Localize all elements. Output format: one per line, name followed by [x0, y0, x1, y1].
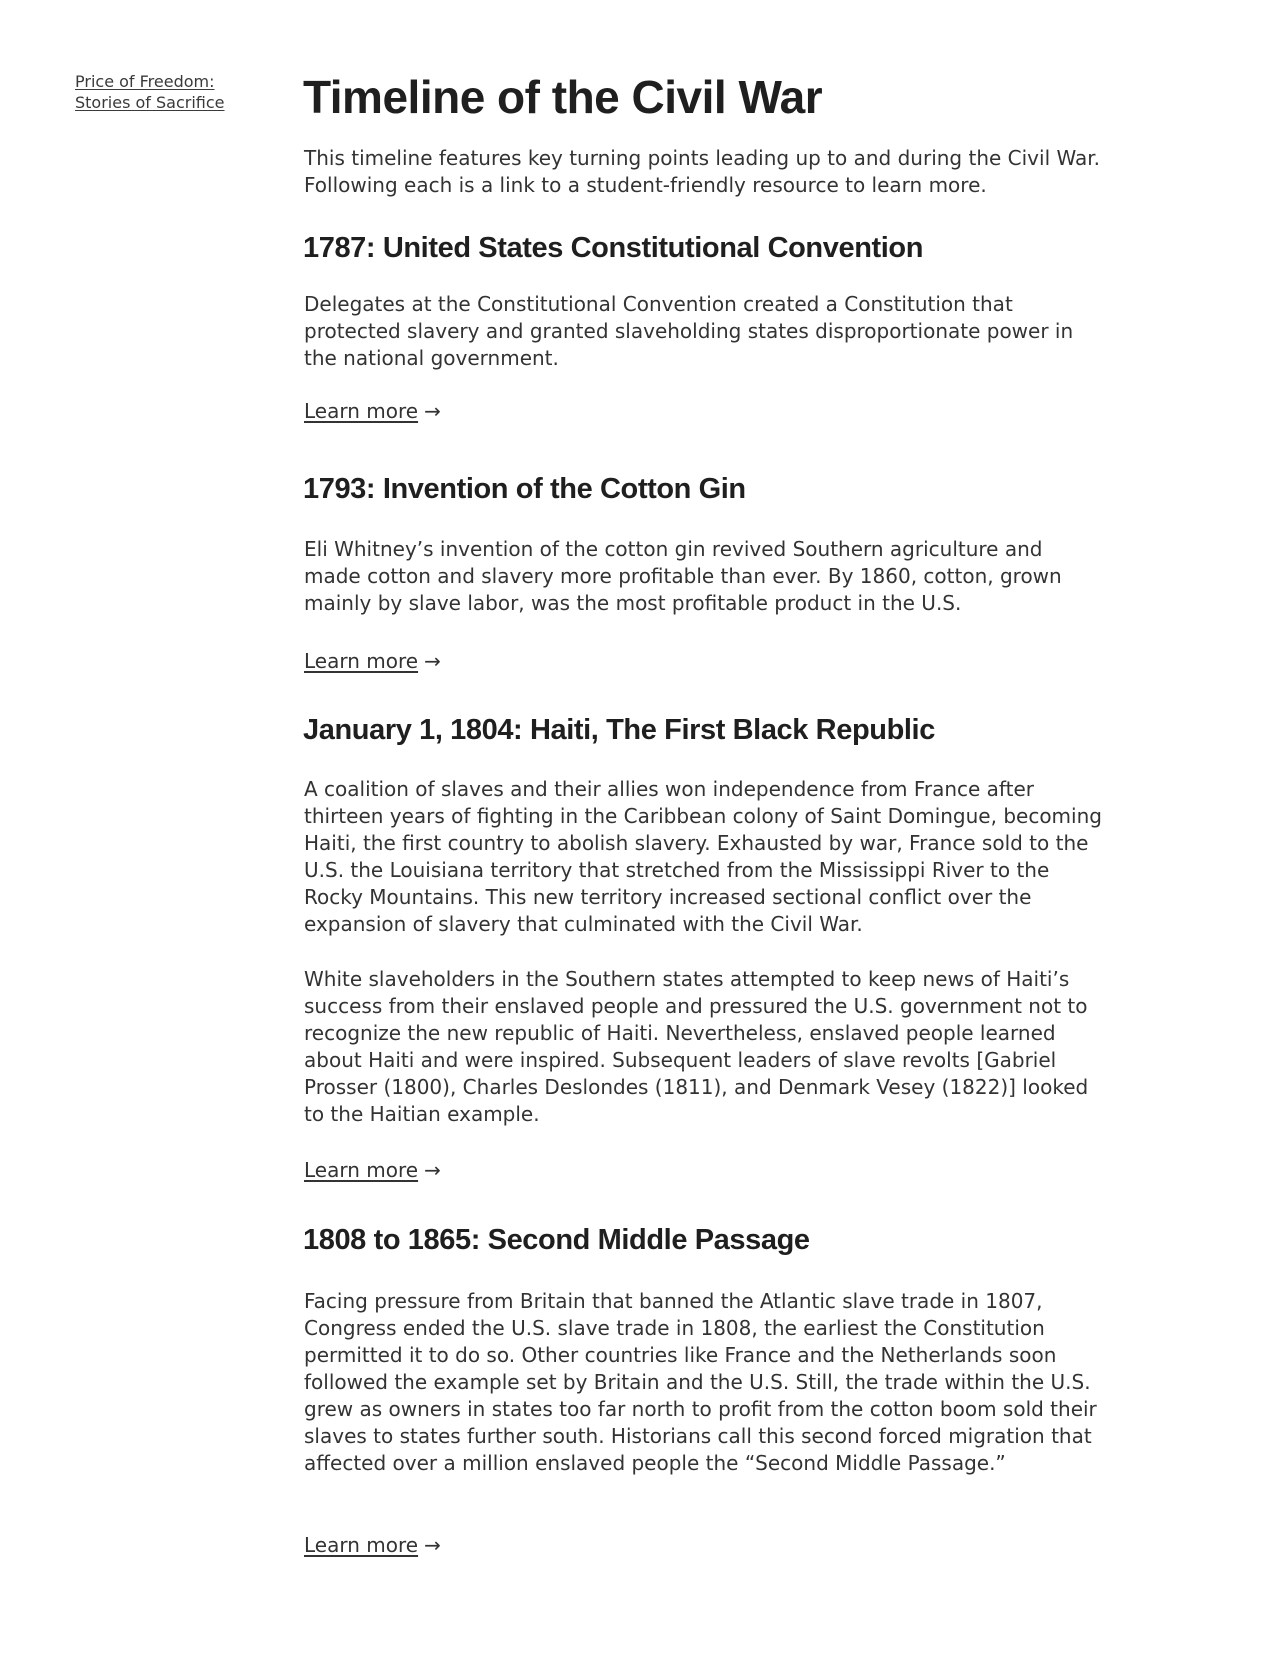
section-heading-1808: 1808 to 1865: Second Middle Passage [303, 1224, 810, 1256]
sidebar-link-line2: Stories of Sacrifice [75, 93, 225, 112]
learn-more-label: Learn more [304, 1158, 419, 1182]
learn-more-link-1808[interactable] [304, 1532, 441, 1559]
section-1808-paragraph: Facing pressure from Britain that banned the Atlantic slave trade in 1807, Congress ended the U.S. slave trade in 1808, the earliest the Constitution permitted it to do so. Other countries like France and the Netherlands soon followed the example set by Britain and the U.S. Still, the trade within the U.S. grew as owners in states too far north to profit from the cotton boom sold their slaves to states further south. Historians call this second forced migration that affected over a million enslaved people the “Second Middle Passage.” [304, 1289, 1097, 1475]
section-1804-paragraph-1: A coalition of slaves and their allies won independence from France after thirteen years of fighting in the Caribbean colony of Saint Domingue, becoming Haiti, the first country to abolish slavery. Exhausted by war, France sold to the U.S. the Louisiana territory that stretched from the Mississippi River to the Rocky Mountains. This new territory increased sectional conflict over the expansion of slavery that culminated with the Civil War. [304, 777, 1102, 936]
section-heading-1787: 1787: United States Constitutional Convention [303, 232, 924, 264]
arrow-right-icon: → [424, 399, 441, 423]
section-1787-paragraph: Delegates at the Constitutional Convention created a Constitution that protected slavery and granted slaveholding states disproportionate power in the national government. [304, 292, 1074, 370]
intro-paragraph: This timeline features key turning points leading up to and during the Civil War. Following each is a link to a student-friendly resource to learn more. [304, 146, 1100, 197]
section-1793-paragraph: Eli Whitney’s invention of the cotton gin revived Southern agriculture and made cotton and slavery more profitable than ever. By 1860, cotton, grown mainly by slave labor, was the most profitable product in the U.S. [304, 537, 1062, 615]
learn-more-link-1787[interactable] [304, 398, 441, 425]
page-title: Timeline of the Civil War [303, 71, 823, 123]
section-heading-1804: January 1, 1804: Haiti, The First Black Republic [303, 714, 935, 746]
learn-more-label: Learn more [304, 649, 419, 673]
sidebar-link-line1: Price of Freedom: [75, 72, 215, 91]
arrow-right-icon: → [424, 1158, 441, 1182]
learn-more-label: Learn more [304, 399, 419, 423]
arrow-right-icon: → [424, 649, 441, 673]
section-1804-paragraph-2: White slaveholders in the Southern states attempted to keep news of Haiti’s success from their enslaved people and pressured the U.S. government not to recognize the new republic of Haiti. Nevertheless, enslaved people learned about Haiti and were inspired. Subsequent leaders of slave revolts [Gabriel Prosser (1800), Charles Deslondes (1811), and Denmark Vesey (1822)] looked to the Haitian example. [304, 967, 1089, 1126]
sidebar-home-link[interactable] [75, 71, 265, 113]
arrow-right-icon: → [424, 1533, 441, 1557]
learn-more-label: Learn more [304, 1533, 419, 1557]
section-heading-1793: 1793: Invention of the Cotton Gin [303, 473, 746, 505]
learn-more-link-1793[interactable] [304, 648, 441, 675]
learn-more-link-1804[interactable] [304, 1157, 441, 1184]
